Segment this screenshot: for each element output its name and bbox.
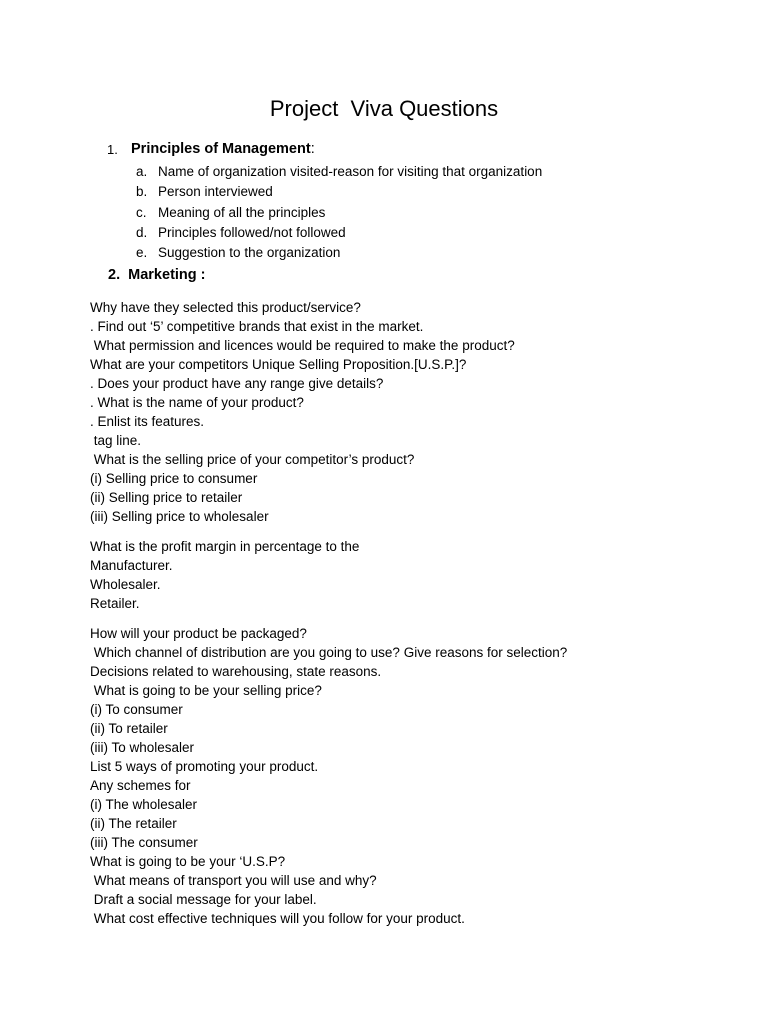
list-item-letter: b. [136, 184, 148, 200]
question-line: (ii) Selling price to retailer [90, 490, 243, 505]
question-block-2 [90, 537, 359, 613]
question-line: What are your competitors Unique Selling Proposition.[U.S.P.]? [90, 357, 467, 372]
list-item-letter: a. [136, 164, 148, 179]
list-item-text: Principles followed/not followed [158, 224, 346, 240]
section-1-number: 1. [107, 142, 118, 157]
question-line: What is the selling price of your competitor’s product? [90, 452, 415, 467]
question-line: (iii) The consumer [90, 835, 198, 850]
question-line: (i) The wholesaler [90, 797, 198, 812]
question-line: What is going to be your ‘U.S.P? [90, 854, 286, 869]
question-line: . Does your product have any range give details? [90, 376, 384, 391]
list-item-letter: d. [136, 224, 148, 240]
question-line: Draft a social message for your label. [90, 892, 317, 907]
list-item-text: Meaning of all the principles [158, 204, 326, 220]
question-block-3 [90, 624, 567, 928]
list-item [136, 203, 542, 223]
question-line: (iii) To wholesaler [90, 740, 195, 755]
list-item [136, 162, 542, 182]
question-line: What permission and licences would be required to make the product? [90, 338, 515, 353]
section-2-heading: 2. Marketing : [108, 267, 206, 283]
question-line: Decisions related to warehousing, state reasons. [90, 664, 382, 679]
question-line: What is the profit margin in percentage to the [90, 539, 360, 554]
list-item-letter: c. [136, 204, 147, 220]
question-block-1 [90, 298, 515, 526]
list-item-letter: e. [136, 245, 148, 261]
question-line: (ii) To retailer [90, 721, 168, 736]
question-line: (iii) Selling price to wholesaler [90, 509, 269, 524]
question-line: Retailer. [90, 596, 140, 611]
section-1-heading-text: Principles of Management [131, 141, 311, 157]
question-line: . Find out ‘5’ competitive brands that exist in the market. [90, 319, 424, 334]
question-line: Which channel of distribution are you going to use? Give reasons for selection? [90, 645, 568, 660]
list-item [136, 223, 542, 243]
question-line: Any schemes for [90, 778, 191, 793]
question-line: What cost effective techniques will you follow for your product. [90, 911, 465, 926]
question-line: What means of transport you will use and why? [90, 873, 377, 888]
question-line: List 5 ways of promoting your product. [90, 759, 319, 774]
question-line: (i) Selling price to consumer [90, 471, 258, 486]
section-1-heading [131, 139, 315, 159]
question-line: Manufacturer. [90, 558, 173, 573]
list-item [136, 182, 542, 202]
question-line: (i) To consumer [90, 702, 183, 717]
section-1-heading-suffix: : [310, 141, 315, 157]
question-line: . What is the name of your product? [90, 395, 304, 410]
page-title: Project Viva Questions [269, 96, 499, 121]
question-line: tag line. [90, 433, 142, 448]
question-line: How will your product be packaged? [90, 626, 307, 641]
question-line: What is going to be your selling price? [90, 683, 322, 698]
question-line: . Enlist its features. [90, 414, 205, 429]
section-1-list [136, 162, 542, 263]
list-item-text: Person interviewed [158, 184, 273, 200]
list-item [136, 243, 542, 263]
question-line: (ii) The retailer [90, 816, 177, 831]
question-line: Why have they selected this product/service? [90, 300, 361, 315]
list-item-text: Suggestion to the organization [158, 245, 341, 261]
list-item-text: Name of organization visited-reason for visiting that organization [158, 164, 543, 179]
question-line: Wholesaler. [90, 577, 161, 592]
